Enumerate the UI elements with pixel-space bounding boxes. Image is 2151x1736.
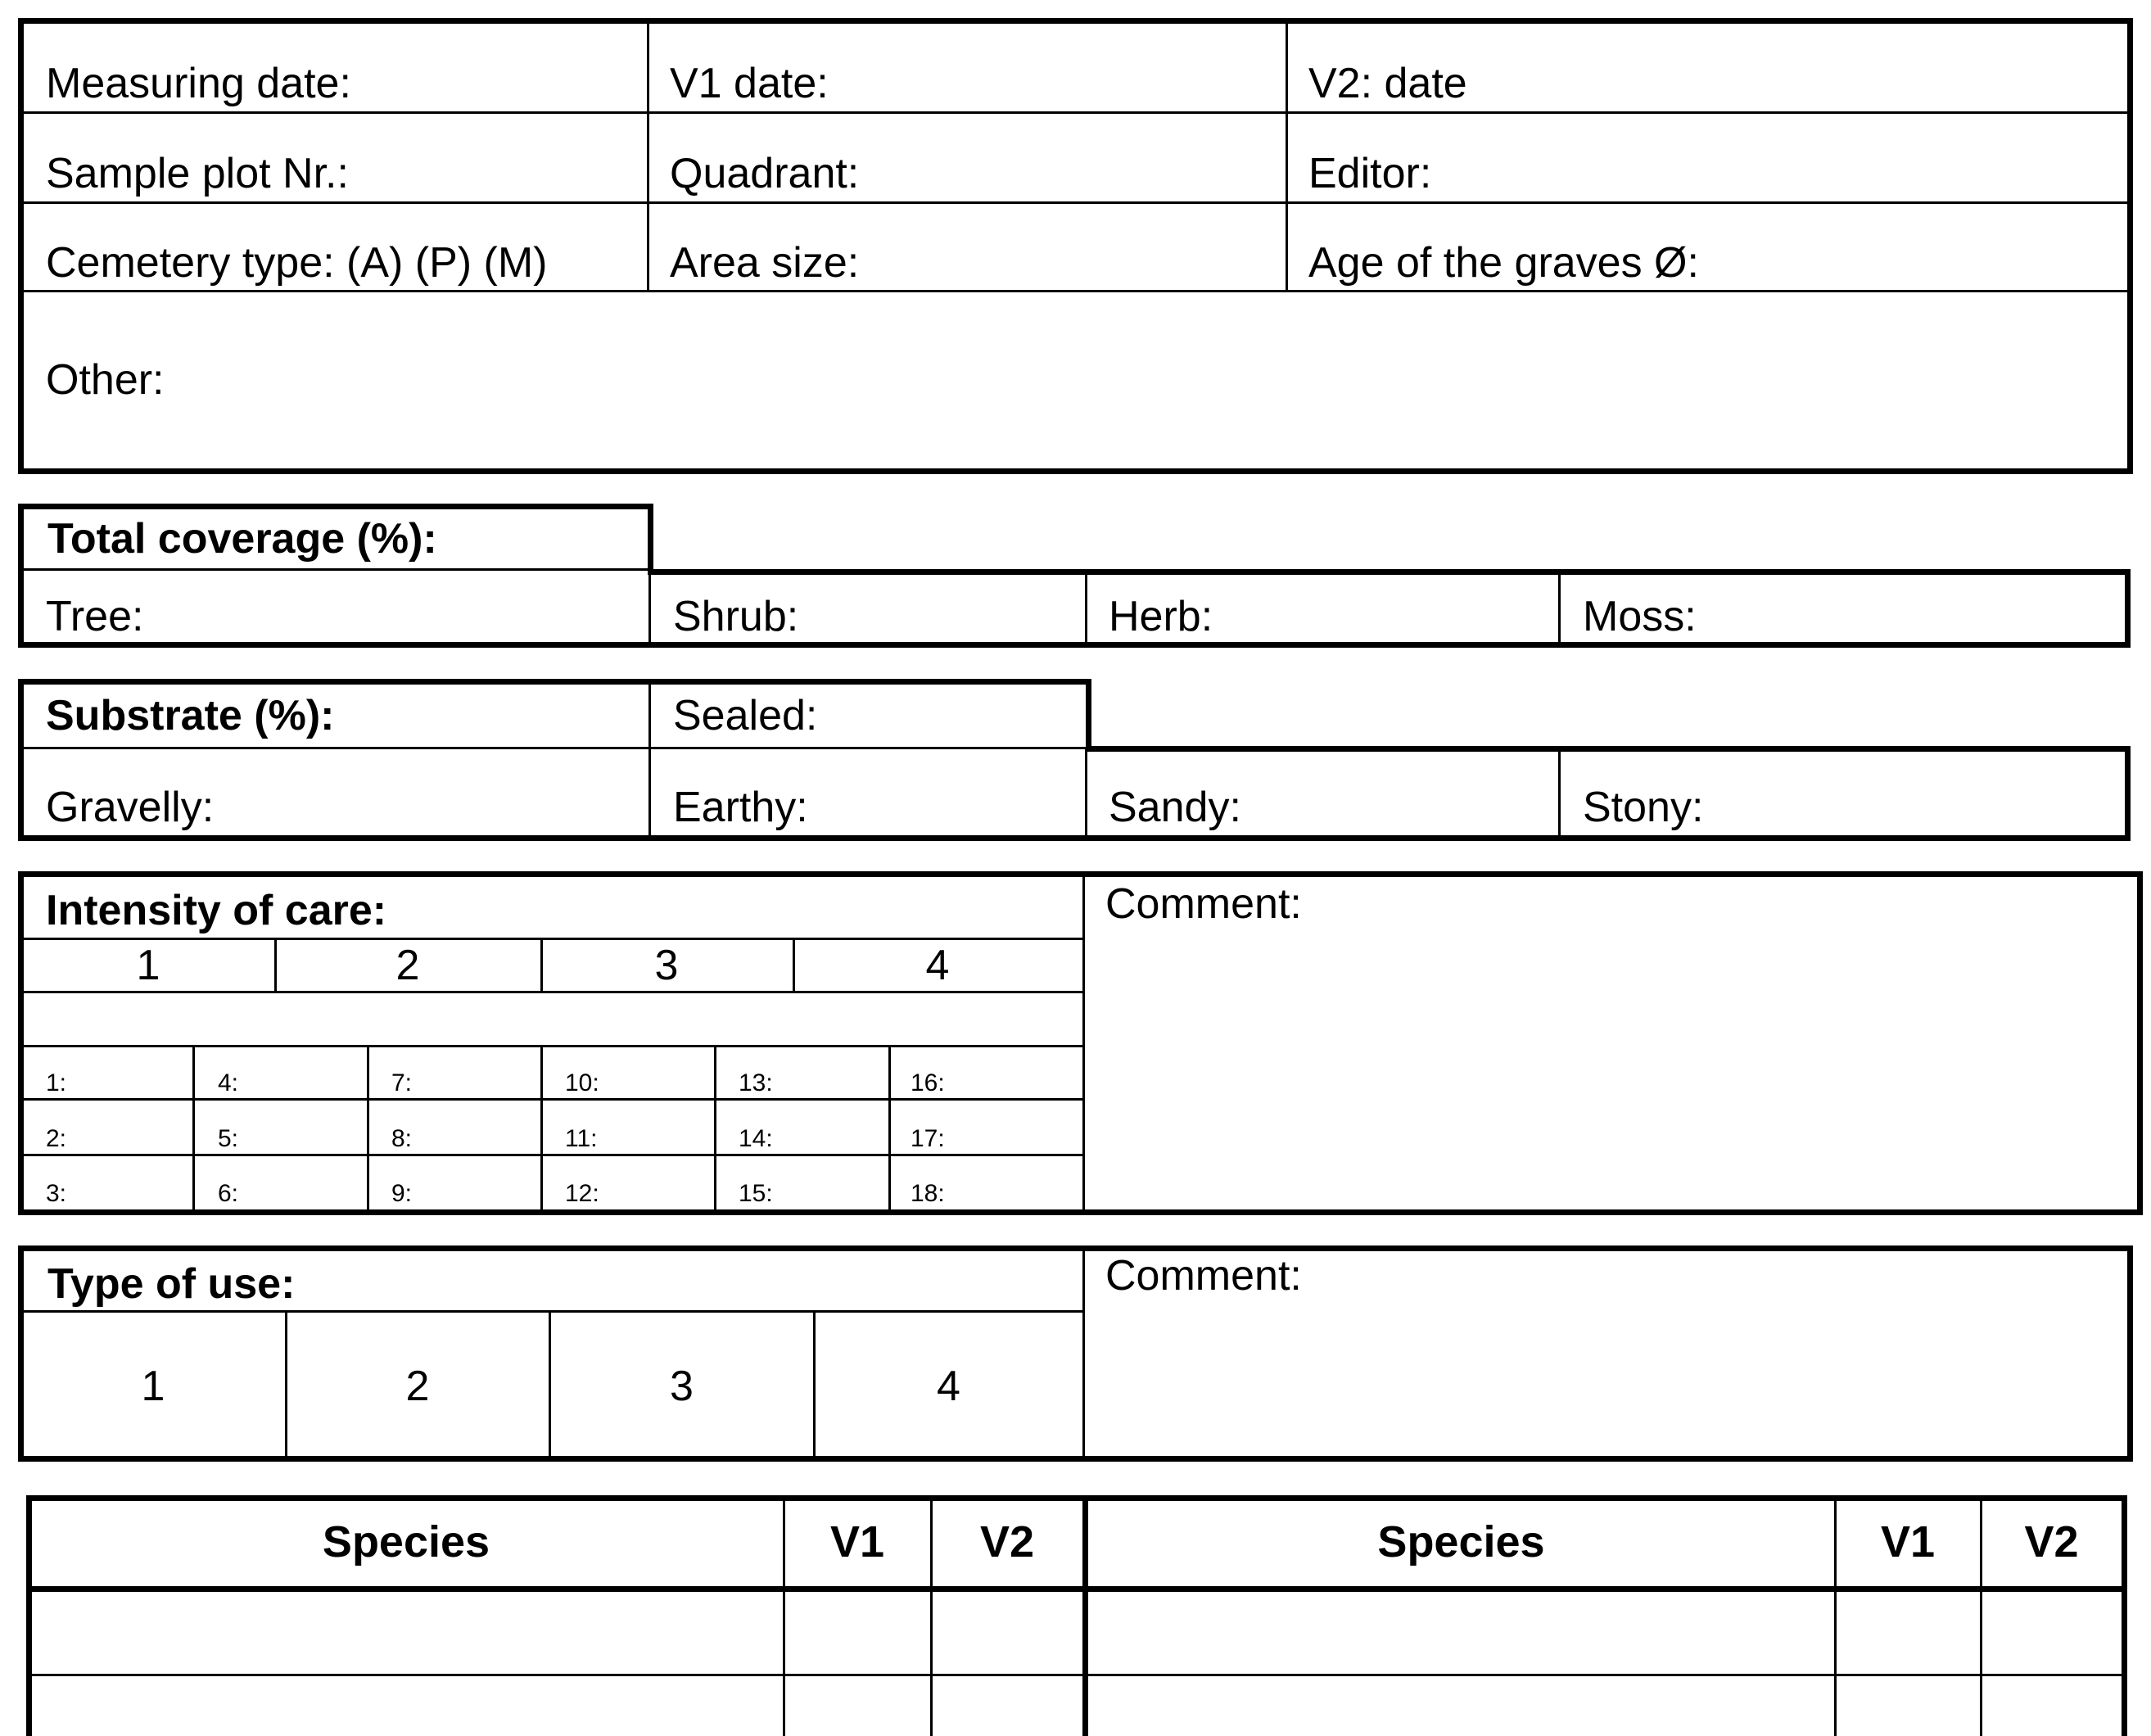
v2-header-left: V2: [979, 1517, 1035, 1566]
coverage-title-top: [18, 504, 653, 509]
care-cell[interactable]: 5:: [218, 1125, 239, 1152]
care-level-1[interactable]: 1: [136, 942, 160, 989]
divider: [1558, 748, 1561, 837]
divider: [1085, 748, 1087, 837]
care-cell[interactable]: 18:: [911, 1180, 945, 1207]
divider: [21, 1045, 1084, 1047]
tree-field[interactable]: Tree:: [46, 593, 144, 640]
coverage-row-top: [648, 569, 2131, 575]
measuring-date-field[interactable]: Measuring date:: [46, 60, 351, 107]
species-header-left: Species: [322, 1517, 490, 1566]
substrate-title: Substrate (%):: [46, 692, 335, 739]
divider: [714, 1047, 716, 1212]
care-cell[interactable]: 15:: [739, 1180, 773, 1207]
care-level-2[interactable]: 2: [395, 942, 420, 989]
v2-header-right: V2: [2024, 1517, 2079, 1566]
divider: [1286, 21, 1288, 292]
use-box: [18, 1245, 2133, 1462]
editor-field[interactable]: Editor:: [1308, 150, 1432, 197]
divider: [888, 1047, 891, 1212]
v1-header-left: V1: [829, 1517, 885, 1566]
substrate-title-right: [1086, 679, 1091, 752]
care-cell[interactable]: 1:: [46, 1069, 67, 1096]
cemetery-type-field[interactable]: Cemetery type: (A) (P) (M): [46, 239, 548, 287]
use-level-1[interactable]: 1: [141, 1363, 165, 1410]
divider: [21, 1310, 1084, 1313]
area-size-field[interactable]: Area size:: [670, 239, 860, 287]
divider: [21, 1098, 1084, 1101]
gravelly-field[interactable]: Gravelly:: [46, 784, 215, 831]
divider: [1085, 572, 1087, 644]
sample-plot-field[interactable]: Sample plot Nr.:: [46, 150, 349, 197]
care-comment-label[interactable]: Comment:: [1105, 880, 1302, 928]
care-cell[interactable]: 17:: [911, 1125, 945, 1152]
species-table-right: [2122, 1495, 2127, 1736]
herb-field[interactable]: Herb:: [1109, 593, 1213, 640]
coverage-title-left: [18, 504, 24, 648]
divider: [1558, 572, 1561, 644]
divider: [21, 1154, 1084, 1156]
divider: [648, 683, 651, 837]
divider: [21, 290, 2130, 292]
coverage-right: [2125, 569, 2131, 648]
age-of-graves-field[interactable]: Age of the graves Ø:: [1308, 239, 1699, 287]
care-cell[interactable]: 16:: [911, 1069, 945, 1096]
care-cell[interactable]: 14:: [739, 1125, 773, 1152]
care-cell[interactable]: 13:: [739, 1069, 773, 1096]
divider: [1082, 1249, 1085, 1458]
use-title: Type of use:: [47, 1260, 296, 1308]
care-cell[interactable]: 7:: [391, 1069, 413, 1096]
divider: [367, 1047, 369, 1212]
substrate-bottom: [18, 835, 2131, 841]
use-level-3[interactable]: 3: [670, 1363, 694, 1410]
substrate-row-top: [1086, 746, 2131, 752]
species-table-center: [1082, 1495, 1088, 1736]
care-cell[interactable]: 8:: [391, 1125, 413, 1152]
use-level-4[interactable]: 4: [937, 1363, 960, 1410]
care-level-3[interactable]: 3: [654, 942, 679, 989]
sandy-field[interactable]: Sandy:: [1109, 784, 1241, 831]
divider: [21, 111, 2130, 114]
moss-field[interactable]: Moss:: [1583, 593, 1697, 640]
care-cell[interactable]: 2:: [46, 1125, 67, 1152]
divider: [21, 747, 1088, 749]
species-header-right: Species: [1377, 1517, 1545, 1566]
v1-header-right: V1: [1880, 1517, 1936, 1566]
shrub-field[interactable]: Shrub:: [673, 593, 799, 640]
earthy-field[interactable]: Earthy:: [673, 784, 808, 831]
quadrant-field[interactable]: Quadrant:: [670, 150, 860, 197]
substrate-title-left: [18, 679, 24, 841]
use-level-2[interactable]: 2: [405, 1363, 430, 1410]
v1-date-field[interactable]: V1 date:: [670, 60, 829, 107]
sealed-field[interactable]: Sealed:: [673, 692, 818, 739]
species-header-bottom: [26, 1586, 2127, 1592]
divider: [29, 1674, 2123, 1676]
substrate-title-top: [18, 679, 1091, 685]
divider: [21, 938, 1084, 940]
care-cell[interactable]: 12:: [565, 1180, 599, 1207]
stony-field[interactable]: Stony:: [1583, 784, 1704, 831]
care-cell[interactable]: 9:: [391, 1180, 413, 1207]
v2-date-field[interactable]: V2: date: [1308, 60, 1467, 107]
use-comment-label[interactable]: Comment:: [1105, 1252, 1302, 1300]
care-cell[interactable]: 10:: [565, 1069, 599, 1096]
other-field[interactable]: Other:: [46, 356, 165, 404]
divider: [648, 572, 651, 644]
care-cell[interactable]: 11:: [565, 1125, 598, 1152]
care-level-4[interactable]: 4: [925, 942, 950, 989]
coverage-title: Total coverage (%):: [47, 515, 437, 563]
species-table-top: [26, 1495, 2127, 1501]
divider: [647, 21, 649, 292]
divider: [21, 201, 2130, 204]
divider: [1082, 875, 1085, 1212]
divider: [21, 568, 650, 571]
divider: [21, 991, 1084, 993]
care-title: Intensity of care:: [46, 887, 387, 934]
care-cell[interactable]: 3:: [46, 1180, 67, 1207]
divider: [540, 1047, 543, 1212]
divider: [192, 1047, 195, 1212]
care-cell[interactable]: 4:: [218, 1069, 239, 1096]
care-cell[interactable]: 6:: [218, 1180, 239, 1207]
substrate-right: [2125, 746, 2131, 841]
coverage-title-right: [648, 504, 653, 569]
coverage-bottom: [18, 642, 2131, 648]
